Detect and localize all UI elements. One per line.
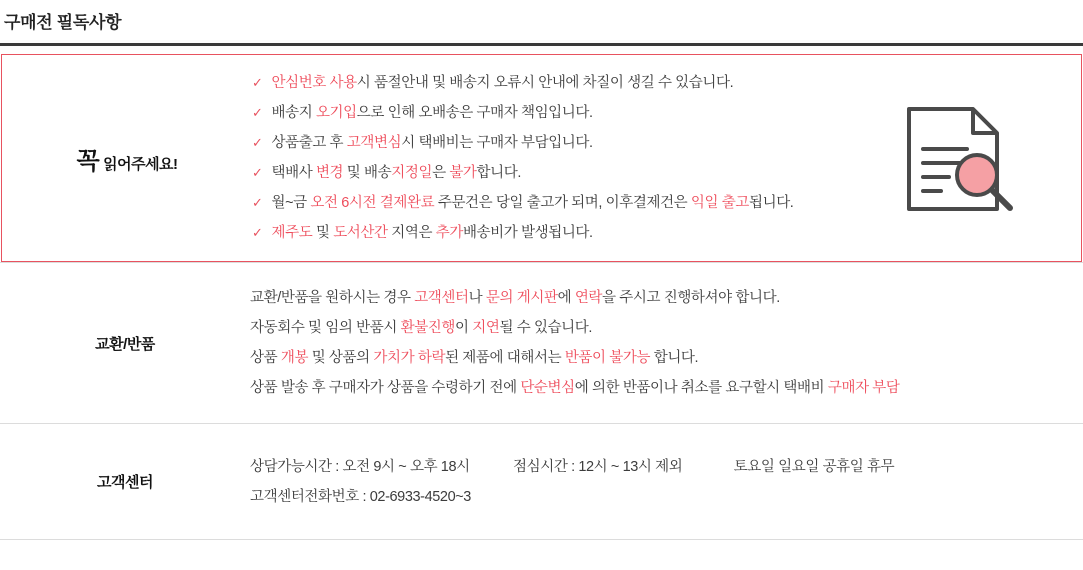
- customer-center-phone-line: [250, 482, 1083, 512]
- text-run: 개봉: [280, 350, 309, 366]
- exchange-return-line: [250, 313, 1083, 343]
- exchange-return-label: 교환/반품: [95, 335, 155, 353]
- text-run: 단순변심: [520, 380, 575, 396]
- text-run: 및 배송: [343, 165, 392, 181]
- document-search-icon: [901, 105, 1019, 213]
- text-run: 합니다.: [650, 350, 699, 366]
- text-run: 나: [468, 290, 486, 306]
- check-icon: ✓: [252, 75, 263, 90]
- text-run: 문의 게시판: [485, 290, 558, 306]
- text-run: 오기입: [315, 105, 357, 121]
- text-run: 고객변심: [346, 135, 402, 151]
- text-run: 합니다.: [476, 165, 521, 181]
- must-read-label: [2, 141, 252, 176]
- text-run: 환불진행: [400, 320, 456, 336]
- text-run: 상품: [250, 350, 281, 366]
- check-icon: ✓: [252, 135, 263, 150]
- text-run: 시 품절안내 및 배송지 오류시 안내에 차질이 생길 수 있습니다.: [356, 75, 734, 91]
- bottom-divider: [0, 539, 1083, 540]
- exchange-return-body: [250, 283, 1083, 403]
- text-run: 에 의한 반품이나 취소를 요구할시 택배비: [574, 380, 828, 396]
- text-run: 은: [432, 165, 450, 181]
- text-run: 도서산간: [333, 225, 388, 241]
- notice-item: [252, 218, 1081, 248]
- text-run: 불가: [449, 165, 477, 181]
- text-run: 에: [557, 290, 575, 306]
- text-run: 상품 발송 후 구매자가 상품을 수령하기 전에: [250, 380, 521, 396]
- check-icon: ✓: [252, 105, 263, 120]
- check-icon: ✓: [252, 195, 263, 210]
- must-read-notice-box: [1, 54, 1082, 262]
- customer-center-hours-line: [250, 452, 1083, 482]
- exchange-return-line: [250, 373, 1083, 403]
- text-run: 변경: [315, 165, 344, 181]
- text-run: 교환/반품을 원하시는 경우: [250, 290, 415, 306]
- text-run: 지역은: [387, 225, 436, 241]
- text-run: 익일 출고: [690, 195, 749, 211]
- text-run: 추가: [435, 225, 463, 241]
- page-title: 구매전 필독사항: [4, 13, 122, 32]
- text-run: 및: [312, 225, 334, 241]
- text-run: 지정일: [391, 165, 433, 181]
- text-run: 을 주시고 진행하셔야 합니다.: [602, 290, 780, 306]
- text-run: 지연: [472, 320, 500, 336]
- text-run: 구매자 부담: [827, 380, 900, 396]
- text-run: 시 택배비는 구매자 부담입니다.: [401, 135, 593, 151]
- text-run: 주문건은 당일 출고가 되며, 이후결제건은: [434, 195, 691, 211]
- text-run: 으로 인해 오배송은 구매자 책임입니다.: [356, 105, 593, 121]
- check-icon: ✓: [252, 225, 263, 240]
- text-run: 된 제품에 대해서는: [445, 350, 565, 366]
- text-run: 택배사: [271, 165, 316, 181]
- text-run: 연락: [574, 290, 603, 306]
- notice-item: [252, 68, 1081, 98]
- title-divider: [0, 43, 1083, 46]
- lunch-hours: 점심시간 : 12시 ~ 13시 제외: [513, 458, 683, 475]
- exchange-return-line: [250, 343, 1083, 373]
- exchange-return-line: [250, 283, 1083, 313]
- holiday-info: 토요일 일요일 공휴일 휴무: [733, 458, 895, 475]
- text-run: 안심번호 사용: [271, 75, 357, 91]
- customer-center-section: [0, 424, 1083, 539]
- text-run: 오전 6시전 결제완료: [310, 195, 435, 211]
- must-read-label-small: 읽어주세요!: [103, 155, 178, 173]
- text-run: 자동회수 및 임의 반품시: [250, 320, 401, 336]
- text-run: 될 수 있습니다.: [499, 320, 593, 336]
- consult-hours: 상담가능시간 : 오전 9시 ~ 오후 18시: [250, 458, 470, 475]
- exchange-return-section: [0, 263, 1083, 423]
- check-icon: ✓: [252, 165, 263, 180]
- customer-center-phone: 고객센터전화번호 : 02-6933-4520~3: [250, 488, 471, 505]
- text-run: 상품출고 후: [271, 135, 347, 151]
- text-run: 고객센터: [414, 290, 469, 306]
- text-run: 월~금: [271, 195, 311, 211]
- customer-center-body: [250, 452, 1083, 512]
- customer-center-label: 고객센터: [97, 474, 153, 491]
- text-run: 이: [455, 320, 473, 336]
- text-run: 배송지: [271, 105, 316, 121]
- text-run: 됩니다.: [748, 195, 794, 211]
- text-run: 제주도: [271, 225, 313, 241]
- text-run: 배송비가 발생됩니다.: [462, 225, 593, 241]
- must-read-label-big: 꼭: [76, 147, 99, 175]
- text-run: 가치가 하락: [373, 350, 446, 366]
- text-run: 및 상품의: [308, 350, 374, 366]
- text-run: 반품이 불가능: [564, 350, 651, 366]
